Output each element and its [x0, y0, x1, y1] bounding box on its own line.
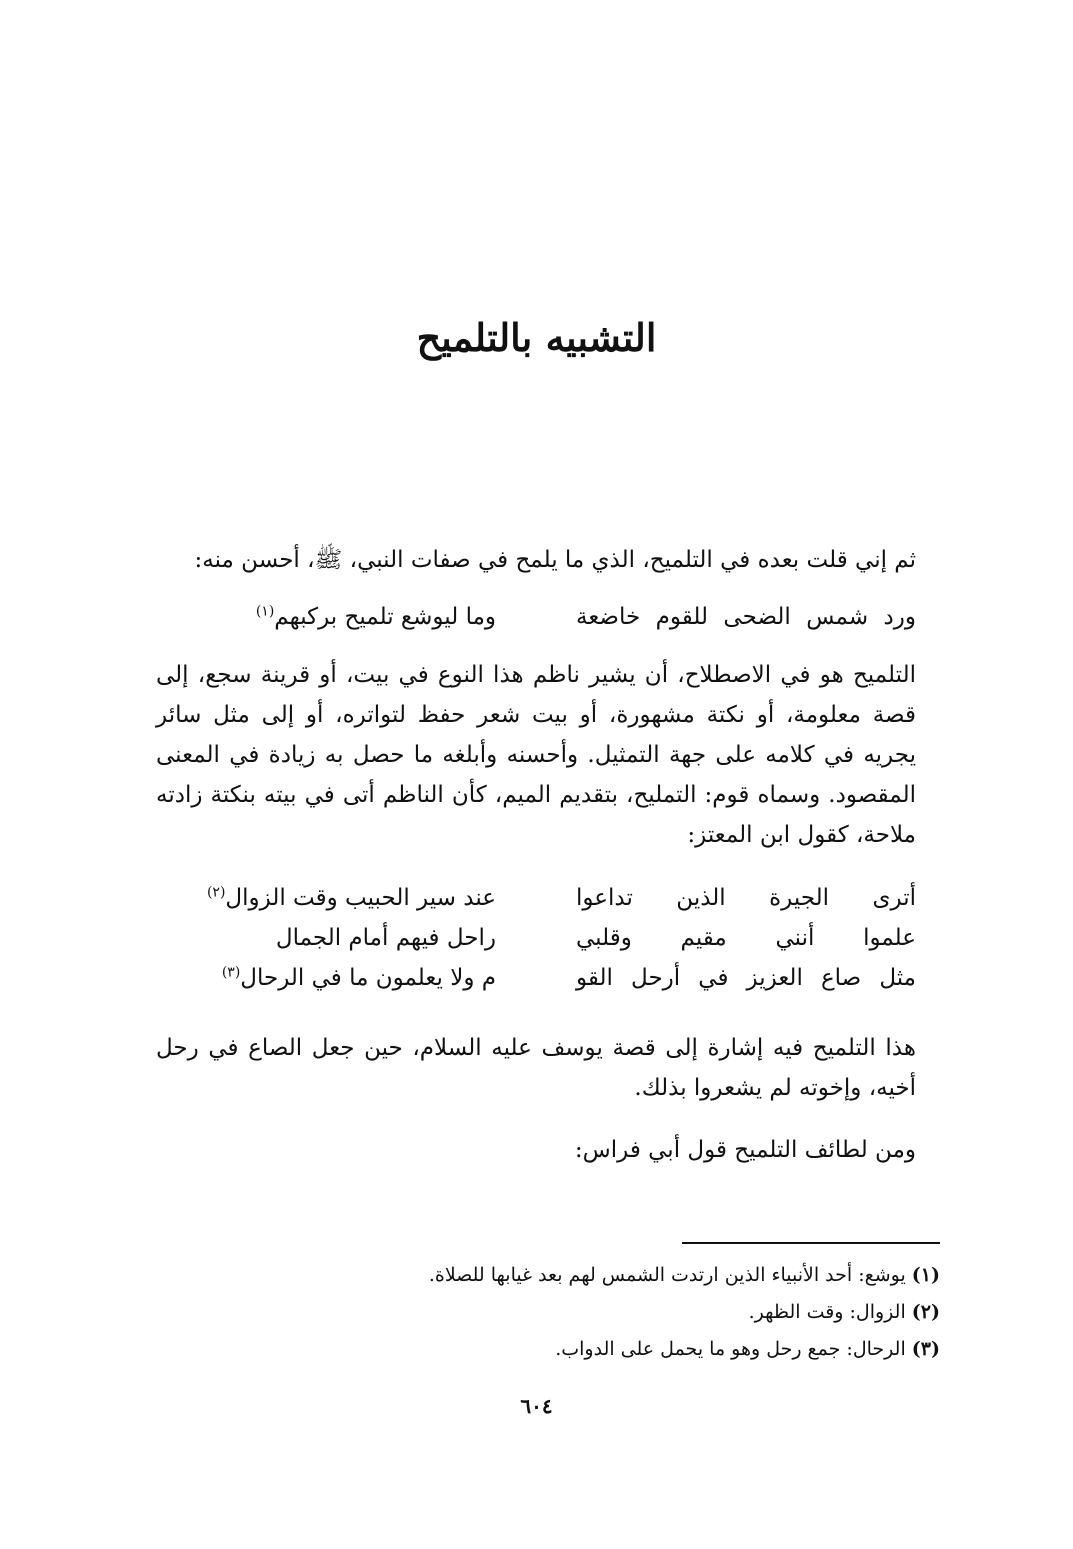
footnote-number: (٣) — [911, 1338, 940, 1360]
page-number: ٦٠٤ — [520, 1394, 553, 1418]
hemistich-text: راحل فيهم أمام الجمال — [275, 925, 496, 951]
footnotes — [160, 1257, 940, 1368]
footnote-ref-2: (٢) — [206, 884, 226, 901]
explanation-paragraph: هذا التلميح فيه إشارة إلى قصة يوسف عليه السلام، حين جعل الصاع في رحل أخيه، وإخوته لم يشعروا بذلك. — [156, 1035, 916, 1101]
footnote-ref-3: (٣) — [221, 964, 241, 981]
footnote-ref-1: (١) — [255, 603, 275, 620]
footnote-item — [160, 1294, 940, 1331]
footnote-number: (٢) — [911, 1301, 940, 1323]
hemistich-text: وما ليوشع تلميح بركبهم — [274, 604, 496, 630]
closing-paragraph: ومن لطائف التلميح قول أبي فراس: — [574, 1137, 916, 1163]
footnote-item — [160, 1257, 940, 1294]
footnote-number: (١) — [911, 1264, 940, 1286]
hemistich-text: عند سير الحبيب وقت الزوال — [225, 885, 496, 911]
poem-first-hemistich: علموا أنني مقيم وقلبي — [576, 925, 916, 951]
poem-second-hemistich — [156, 958, 496, 998]
poem-first-hemistich: مثل صاع العزيز في أرحل القو — [576, 965, 916, 991]
verse-first-hemistich: ورد شمس الضحى للقوم خاضعة — [576, 604, 916, 630]
definition-paragraph: التلميح هو في الاصطلاح، أن يشير ناظم هذا النوع في بيت، أو قرينة سجع، إلى قصة معلومة، أو نكتة مشهورة، أو بيت شعر حفظ لتواتره، أو إلى مثل سائر يجريه في كلامه على جهة التمثيل. وأحسنه وأبلغه ما حصل به زيادة في المعنى المقصود. وسماه قوم: التمليح، بتقديم الميم، كأن الناظم أتى في بيته بنكتة زادته ملاحة، كقول ابن المعتز: — [156, 662, 916, 848]
poem-line — [156, 918, 916, 958]
poem — [156, 878, 916, 998]
verse-second-hemistich — [156, 597, 496, 637]
footnote-text: يوشع: أحد الأنبياء الذين ارتدت الشمس لهم بعد غيابها للصلاة. — [428, 1264, 906, 1286]
verse-one — [156, 597, 916, 637]
verse-line — [156, 597, 916, 637]
footnote-text: الزوال: وقت الظهر. — [748, 1301, 906, 1323]
footnote-text: الرحال: جمع رحل وهو ما يحمل على الدواب. — [555, 1338, 906, 1360]
poem-second-hemistich — [156, 918, 496, 958]
hemistich-text: م ولا يعلمون ما في الرحال — [240, 965, 496, 991]
footnote-divider — [682, 1242, 940, 1244]
poem-second-hemistich — [156, 878, 496, 918]
intro-paragraph: ثم إني قلت بعده في التلميح، الذي ما يلمح في صفات النبي، ﷺ، أحسن منه: — [194, 547, 916, 573]
footnote-item — [160, 1331, 940, 1368]
poem-first-hemistich: أترى الجيرة الذين تداعوا — [576, 885, 916, 911]
chapter-title: التشبيه بالتلميح — [416, 315, 657, 360]
poem-line — [156, 958, 916, 998]
poem-line — [156, 878, 916, 918]
